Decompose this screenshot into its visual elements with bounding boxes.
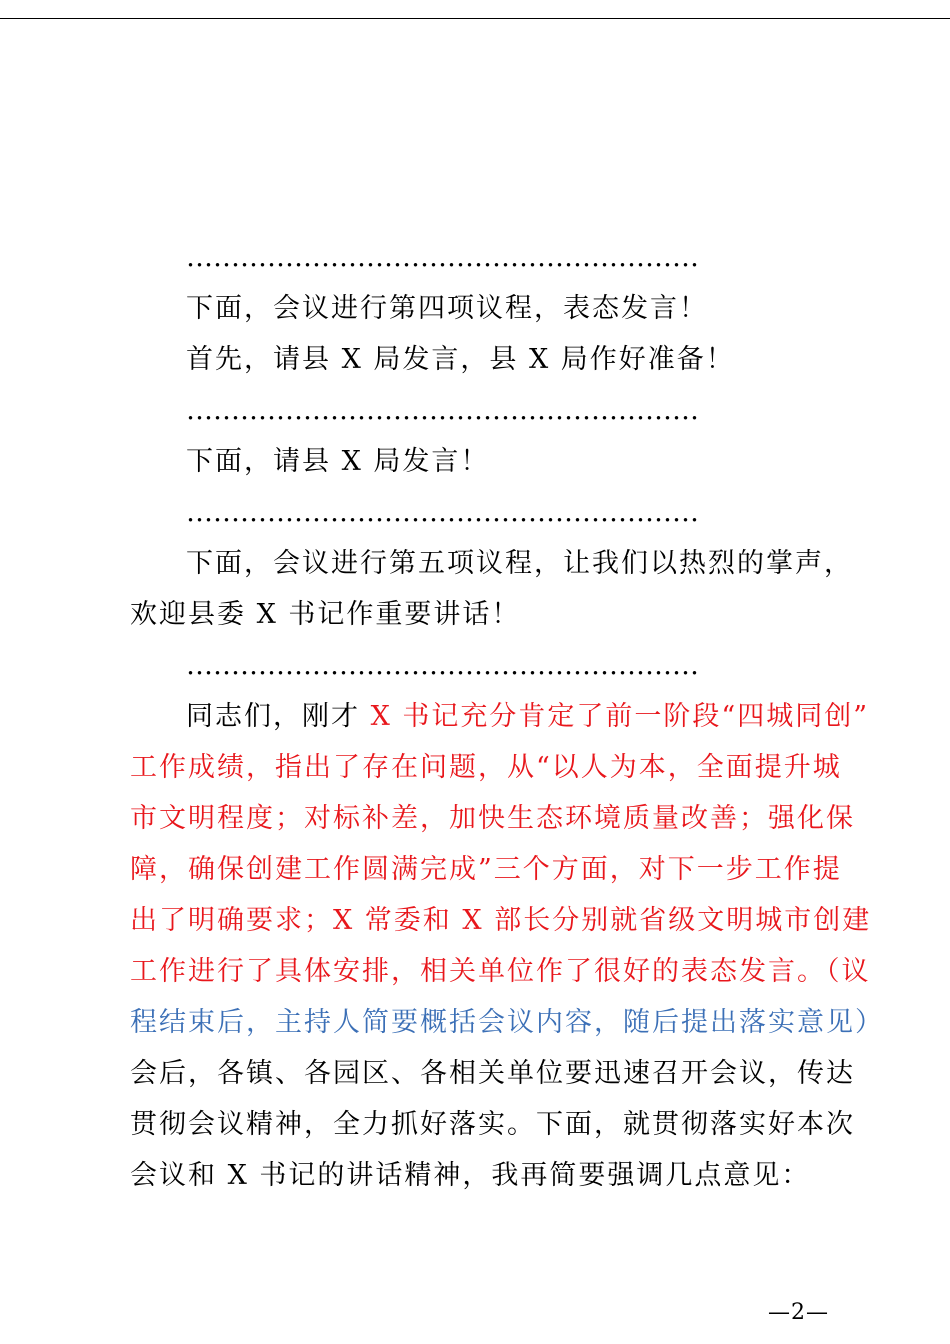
paragraph-first-speaker: 首先，请县 X 局发言，县 X 局作好准备！ — [186, 344, 735, 375]
paragraph-summary-line6: 工作进行了具体安排，相关单位作了很好的表态发言。（议 — [130, 956, 871, 987]
host-note: 程结束后，主持人简要概括会议内容，随后提出落实意见） — [130, 1007, 884, 1038]
paragraph-summary-line9: 贯彻会议精神，全力抓好落实。下面，就贯彻落实好本次 — [130, 1109, 855, 1140]
summary-highlight: X 书记充分肯定了前一阶段“四城同创” — [370, 701, 870, 732]
paragraph-agenda-four: 下面，会议进行第四项议程，表态发言！ — [186, 293, 708, 324]
summary-intro: 同志们，刚才 — [186, 701, 371, 732]
page-number: —2— — [768, 1300, 829, 1325]
paragraph-agenda-five-line1: 下面，会议进行第五项议程，让我们以热烈的掌声， — [186, 548, 853, 579]
paragraph-next-speaker: 下面，请县 X 局发言！ — [186, 446, 490, 477]
paragraph-summary-line4: 障，确保创建工作圆满完成”三个方面，对下一步工作提 — [130, 854, 842, 885]
ellipsis-separator: ………………………………………………… — [186, 395, 699, 426]
paragraph-summary-line10: 会议和 X 书记的讲话精神，我再简要强调几点意见： — [130, 1160, 811, 1191]
paragraph-summary-line1 — [130, 691, 870, 742]
paragraph-agenda-five-line2: 欢迎县委 X 书记作重要讲话！ — [130, 599, 521, 630]
ellipsis-separator: ………………………………………………… — [186, 242, 699, 273]
paragraph-summary-line2: 工作成绩，指出了存在问题，从“以人为本，全面提升城 — [130, 752, 842, 783]
paragraph-summary-line3: 市文明程度；对标补差，加快生态环境质量改善；强化保 — [130, 803, 855, 834]
paragraph-summary-line5: 出了明确要求；X 常委和 X 部长分别就省级文明城市创建 — [130, 905, 872, 936]
ellipsis-separator: ………………………………………………… — [186, 650, 699, 681]
document-body — [130, 232, 884, 1201]
ellipsis-separator: ………………………………………………… — [186, 497, 699, 528]
paragraph-summary-line8: 会后，各镇、各园区、各相关单位要迅速召开会议，传达 — [130, 1058, 855, 1089]
header-rule — [0, 18, 950, 19]
